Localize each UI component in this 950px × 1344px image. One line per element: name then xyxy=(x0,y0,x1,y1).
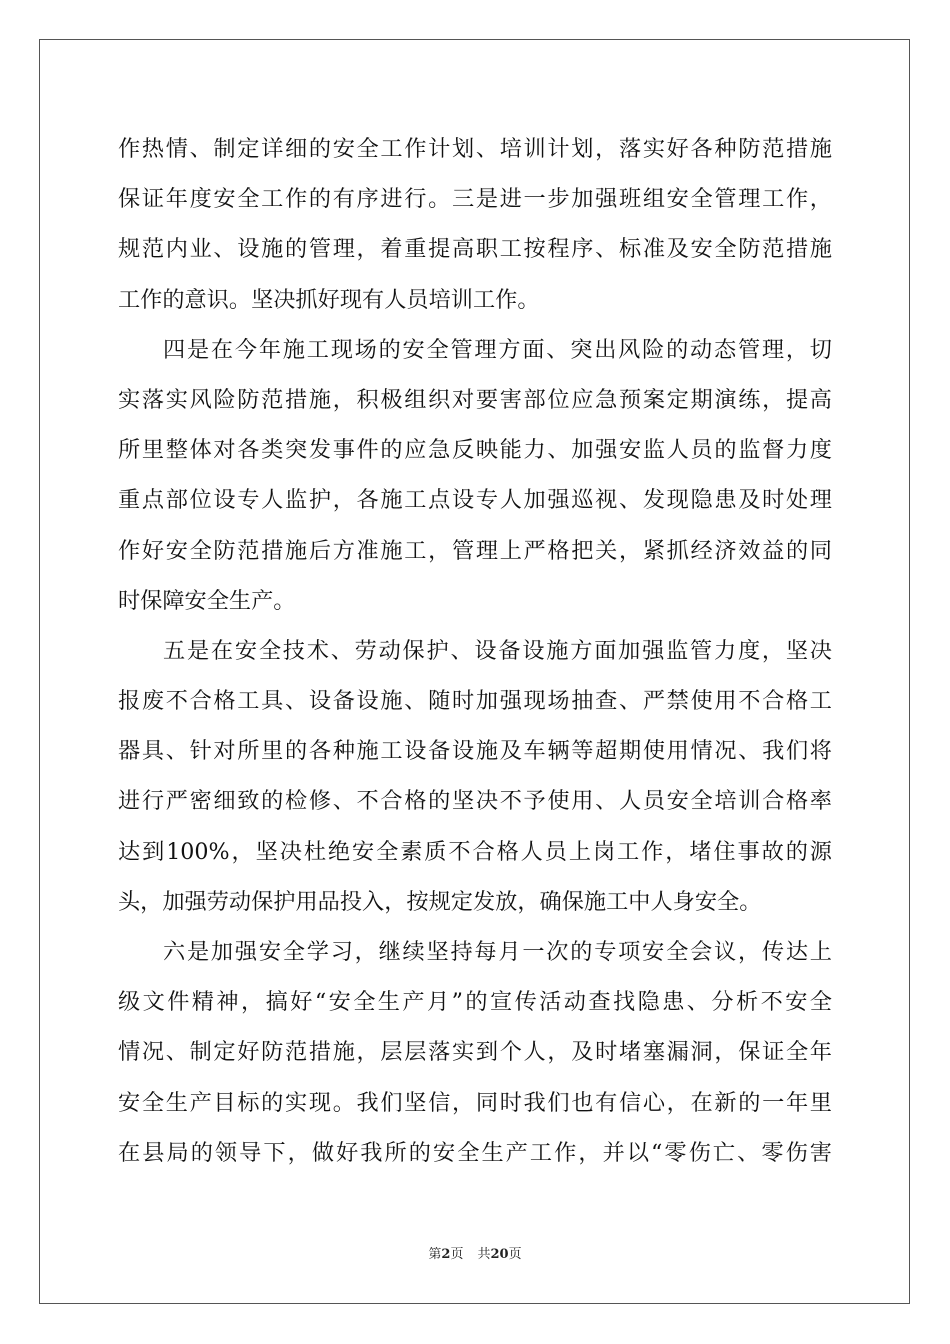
text-line: 器具、针对所里的各种施工设备设施及车辆等超期使用情况、我们将 xyxy=(118,738,832,765)
text-line: 报废不合格工具、设备设施、随时加强现场抽查、严禁使用不合格工 xyxy=(118,688,832,715)
text-line: 作热情、制定详细的安全工作计划、培训计划，落实好各种防范措施 xyxy=(118,136,832,162)
text-line: 头，加强劳动保护用品投入，按规定发放，确保施工中人身安全。 xyxy=(118,888,762,915)
text-line: 达到100%，坚决杜绝安全素质不合格人员上岗工作，堵住事故的源 xyxy=(118,838,832,865)
text-line: 情况、制定好防范措施，层层落实到个人，及时堵塞漏洞，保证全年 xyxy=(118,1039,832,1066)
text-line: 安全生产目标的实现。我们坚信，同时我们也有信心，在新的一年里 xyxy=(118,1089,832,1116)
text-line: 级文件精神，搞好“安全生产月”的宣传活动查找隐患、分析不安全 xyxy=(118,989,832,1016)
text-line: 实落实风险防范措施，积极组织对要害部位应急预案定期演练，提高 xyxy=(118,386,832,413)
text-line: 进行严密细致的检修、不合格的坚决不予使用、人员安全培训合格率 xyxy=(118,788,832,815)
text-line: 保证年度安全工作的有序进行。三是进一步加强班组安全管理工作， xyxy=(118,186,832,213)
text-line: 作好安全防范措施后方准施工，管理上严格把关，紧抓经济效益的同 xyxy=(118,537,832,564)
total-prefix: 共 xyxy=(477,1247,491,1262)
text-line: 规范内业、设施的管理，着重提高职工按程序、标准及安全防范措施 xyxy=(118,236,832,263)
text-line: 重点部位设专人监护，各施工点设专人加强巡视、发现隐患及时处理 xyxy=(118,487,832,514)
total-pages: 20 xyxy=(490,1247,509,1262)
text-line: 在县局的领导下，做好我所的安全生产工作，并以“零伤亡、零伤害 xyxy=(118,1139,832,1166)
total-suffix: 页 xyxy=(508,1247,522,1262)
document-body xyxy=(118,124,832,1178)
paragraph-start-line: 四是在今年施工现场的安全管理方面、突出风险的动态管理，切 xyxy=(163,336,832,363)
page-suffix: 页 xyxy=(450,1247,464,1262)
paragraph-start-line: 六是加强安全学习，继续坚持每月一次的专项安全会议，传达上 xyxy=(163,939,832,965)
page-footer xyxy=(0,1246,950,1264)
text-line: 所里整体对各类突发事件的应急反映能力、加强安监人员的监督力度 xyxy=(118,437,832,464)
text-line: 时保障安全生产。 xyxy=(118,587,296,614)
page-prefix: 第 xyxy=(428,1247,442,1262)
page-number: 2 xyxy=(441,1247,451,1262)
text-line: 工作的意识。坚决抓好现有人员培训工作。 xyxy=(118,286,540,313)
paragraph-start-line: 五是在安全技术、劳动保护、设备设施方面加强监管力度，坚决 xyxy=(163,637,832,664)
